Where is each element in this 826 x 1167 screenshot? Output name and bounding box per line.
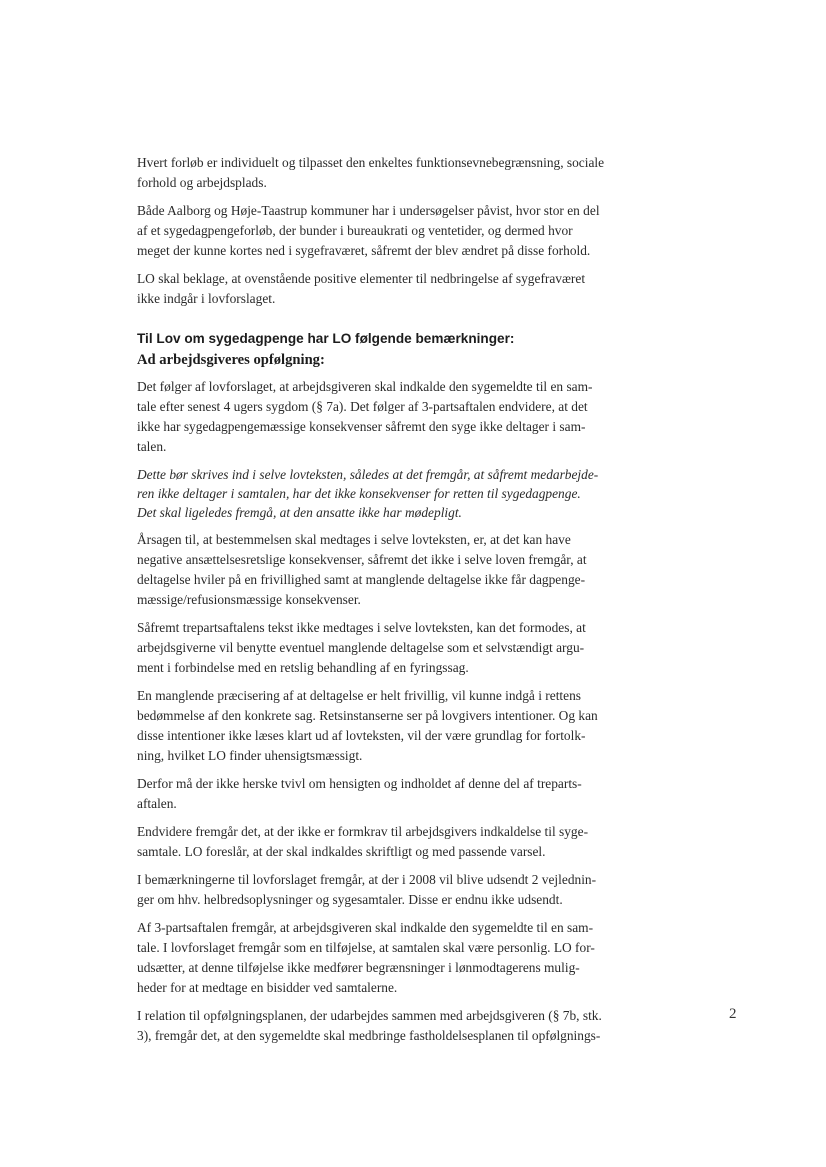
text-line: 3), fremgår det, at den sygemeldte skal medbringe fastholdelsesplanen til opfølgnings-: [137, 1028, 601, 1043]
text-line: udsætter, at denne tilføjelse ikke medfører begrænsninger i lønmodtagerens mulig-: [137, 960, 580, 975]
text-line: Derfor må der ikke herske tvivl om hensigten og indholdet af denne del af treparts-: [137, 776, 582, 791]
text-line: meget der kunne kortes ned i sygefraværet, såfremt der blev ændret på disse forhold.: [137, 243, 591, 258]
text-line: Hvert forløb er individuelt og tilpasset den enkeltes funktionsevnebegrænsning, sociale: [137, 155, 605, 170]
paragraph: [137, 870, 677, 910]
text-line: disse intentioner ikke læses klart ud af lovteksten, vil der være grundlag for fortolk-: [137, 728, 586, 743]
text-line: ment i forbindelse med en retslig behandling af en fyringssag.: [137, 660, 469, 675]
paragraph: [137, 153, 677, 193]
text-line: tale. I lovforslaget fremgår som en tilføjelse, at samtalen skal være personlig. LO for-: [137, 940, 595, 955]
text-line: Dette bør skrives ind i selve lovteksten, således at det fremgår, at såfremt medarbejde-: [137, 467, 599, 482]
paragraph: [137, 377, 677, 457]
text-line: LO skal beklage, at ovenstående positive elementer til nedbringelse af sygefraværet: [137, 271, 586, 286]
section-heading: Til Lov om sygedagpenge har LO følgende bemærkninger:: [137, 331, 515, 346]
text-line: bedømmelse af den konkrete sag. Retsinstanserne ser på lovgivers intentioner. Og kan: [137, 708, 598, 723]
text-line: I relation til opfølgningsplanen, der udarbejdes sammen med arbejdsgiveren (§ 7b, stk.: [137, 1008, 602, 1023]
text-line: ger om hhv. helbredsoplysninger og sygesamtaler. Disse er endnu ikke udsendt.: [137, 892, 563, 907]
text-line: En manglende præcisering af at deltagelse er helt frivillig, vil kunne indgå i rettens: [137, 688, 581, 703]
text-line: heder for at medtage en bisidder ved samtalerne.: [137, 980, 398, 995]
paragraph: [137, 918, 677, 998]
text-line: talen.: [137, 439, 167, 454]
text-line: aftalen.: [137, 796, 177, 811]
paragraph: [137, 686, 677, 766]
text-line: Det skal ligeledes fremgå, at den ansatte ikke har mødepligt.: [137, 505, 462, 520]
text-line: Såfremt trepartsaftalens tekst ikke medtages i selve lovteksten, kan det formodes, at: [137, 620, 586, 635]
page-number: 2: [729, 1006, 737, 1022]
text-line: af et sygedagpengeforløb, der bunder i bureaukrati og ventetider, og dermed hvor: [137, 223, 573, 238]
text-line: ren ikke deltager i samtalen, har det ikke konsekvenser for retten til sygedagpenge.: [137, 486, 581, 501]
text-line: forhold og arbejdsplads.: [137, 175, 267, 190]
paragraph: [137, 822, 677, 862]
text-line: samtale. LO foreslår, at der skal indkaldes skriftligt og med passende varsel.: [137, 844, 546, 859]
text-line: Det følger af lovforslaget, at arbejdsgiveren skal indkalde den sygemeldte til en sam-: [137, 379, 593, 394]
text-line: Både Aalborg og Høje-Taastrup kommuner har i undersøgelser påvist, hvor stor en del: [137, 203, 600, 218]
text-line: tale efter senest 4 ugers sygdom (§ 7a). Det følger af 3-partsaftalen endvidere, at det: [137, 399, 588, 414]
text-line: negative ansættelsesretslige konsekvenser, såfremt det ikke i selve loven fremgår, at: [137, 552, 587, 567]
text-line: Årsagen til, at bestemmelsen skal medtages i selve lovteksten, er, at det kan have: [137, 532, 571, 547]
text-line: arbejdsgiverne vil benytte eventuel manglende deltagelse som et selvstændigt argu-: [137, 640, 585, 655]
text-line: deltagelse hviler på en frivillighed samt at manglende deltagelse ikke får dagpenge-: [137, 572, 586, 587]
text-line: Af 3-partsaftalen fremgår, at arbejdsgiveren skal indkalde den sygemeldte til en sam-: [137, 920, 594, 935]
text-line: ikke indgår i lovforslaget.: [137, 291, 276, 306]
paragraph: [137, 465, 677, 522]
text-line: I bemærkningerne til lovforslaget fremgår, at der i 2008 vil blive udsendt 2 vejlednin-: [137, 872, 597, 887]
page-content: [137, 153, 677, 1054]
text-line: ning, hvilket LO finder uhensigtsmæssigt.: [137, 748, 363, 763]
subsection-heading: Ad arbejdsgiveres opfølgning:: [137, 352, 325, 368]
paragraph: [137, 618, 677, 678]
paragraph: [137, 201, 677, 261]
paragraph: [137, 774, 677, 814]
paragraph: [137, 1006, 677, 1046]
text-line: mæssige/refusionsmæssige konsekvenser.: [137, 592, 361, 607]
text-line: ikke har sygedagpengemæssige konsekvenser såfremt den syge ikke deltager i sam-: [137, 419, 586, 434]
text-line: Endvidere fremgår det, at der ikke er formkrav til arbejdsgivers indkaldelse til syge-: [137, 824, 589, 839]
paragraph: [137, 269, 677, 309]
paragraph: [137, 530, 677, 610]
